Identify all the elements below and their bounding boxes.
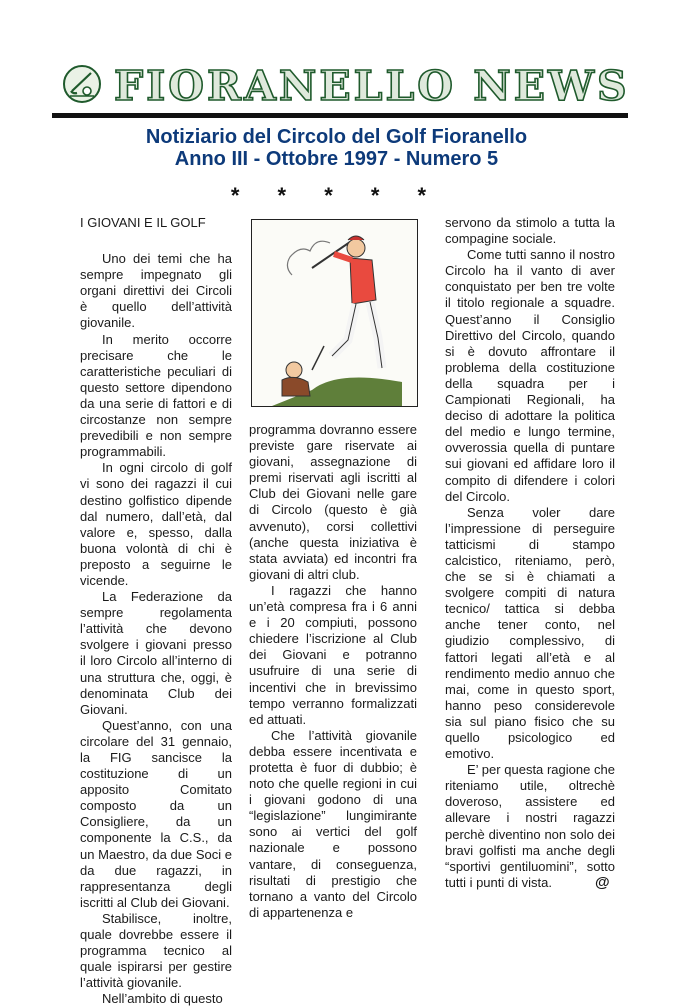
paragraph: Uno dei temi che ha sempre impegnato gli organi direttivi dei Circoli è quello dell’attività giovanile.	[80, 251, 232, 331]
paragraph: Quest’anno, con una circolare del 31 gennaio, la FIG sancisce la costituzione di un apposito Comitato composto da un Consigliere, da un componente la C.S., da un Maestro, da due Soci e da due ragazzi, in rappresentanza degli iscritti al Club dei Giovani.	[80, 717, 232, 910]
paragraph: Stabilisce, inoltre, quale dovrebbe essere il programma tecnico al quale ispirarsi per gestire l’attività giovanile.	[80, 910, 232, 991]
paragraph: E’ per questa ragione che riteniamo utile, oltrechè doveroso, assistere ed allevare i nostri ragazzi perchè diventino non solo dei bravi golfisti ma anche degli “sportivi gentiluomini”, sotto tutti i punti di vista.	[445, 762, 615, 890]
subtitle-line-1: Notiziario del Circolo del Golf Fioranello	[145, 126, 528, 148]
end-mark: @	[595, 874, 610, 891]
masthead-rule	[52, 113, 628, 118]
masthead	[62, 62, 630, 114]
paragraph: servono da stimolo a tutta la compagine sociale.	[445, 215, 615, 247]
paragraph: I ragazzi che hanno un’età compresa fra i 6 anni e i 20 compiuti, possono chiedere l’iscrizione al Club dei Giovani e potranno usufruire di una serie di incentivi che in brevissimo tempo verranno formalizzati ed attuati.	[249, 582, 417, 727]
subtitle-line-2: Anno III - Ottobre 1997 - Numero 5	[174, 148, 499, 170]
article-heading: I GIOVANI E IL GOLF	[80, 215, 206, 230]
golfer-illustration	[251, 219, 418, 407]
paragraph: La Federazione da sempre regolamenta l’attività che devono svolgere i giovani presso il loro Circolo all’interno di una struttura che, oggi, è denominata Club dei Giovani.	[80, 589, 232, 717]
article-column-2	[249, 422, 417, 921]
paragraph: Senza voler dare l’impressione di perseguire tatticismi di stampo calcistico, riteniamo, però, che se si è chiamati a svolgere compiti di natura tecnico/ tattica si debba anche tener conto, nel giudizio complessivo, di fattori legati all’età e al rendimento medio annuo che mai, come in questo sport, hanno peso considerevole sia sul piano fisico che su quello psicologico ed emotivo.	[445, 504, 615, 762]
paragraph: Come tutti sanno il nostro Circolo ha il vanto di aver conquistato per ben tre volte il titolo regionale a squadre. Quest’anno il Consiglio Direttivo del Circolo, quando si è dovuto affrontare il problema della costituzione della squadra per i Campionati Regionali, ha deciso di adottare la politica del medio e lungo termine, ovverossia quella di puntare sui giovani ed affidare loro il compito di difendere i colori del Circolo.	[445, 247, 615, 504]
paragraph: Che l’attività giovanile debba essere incentivata e protetta è fuor di dubbio; è noto che quelle regioni in cui i giovani godono di una “legislazione” lungimirante sono ai vertici del golf nazionale e possono vantare, di conseguenza, risultati di prestigio che tornano a vanto del Circolo di appartenenza e	[249, 727, 417, 920]
paragraph: In ogni circolo di golf vi sono dei ragazzi il cui destino golfistico dipende dal numero, dall’età, dal valore e, spesso, dalla buona volontà di chi è preposto a seguirne le vicende.	[80, 460, 232, 588]
paragraph: programma dovranno essere previste gare riservate ai giovani, assegnazione di premi riservati agli iscritti al Club dei Giovani nelle gare di Circolo (questo è già avvenuto), corsi collettivi (anche questa iniziativa è stata avviata) ed incontri fra giovani di altri club.	[249, 422, 417, 582]
article-column-1	[80, 215, 232, 1008]
paragraph: Nell’ambito di questo	[102, 991, 223, 1007]
article-column-3	[445, 215, 615, 891]
paragraph: In merito occorre precisare che le caratteristiche peculiari di questo settore dipendono da una serie di fattori e di circostanze non sempre prevedibili e non sempre programmabili.	[80, 331, 232, 460]
masthead-title: FIORANELLO NEWS	[114, 62, 630, 110]
star-separator: * * * * *	[230, 183, 443, 208]
golf-ball-logo-icon	[62, 64, 102, 104]
